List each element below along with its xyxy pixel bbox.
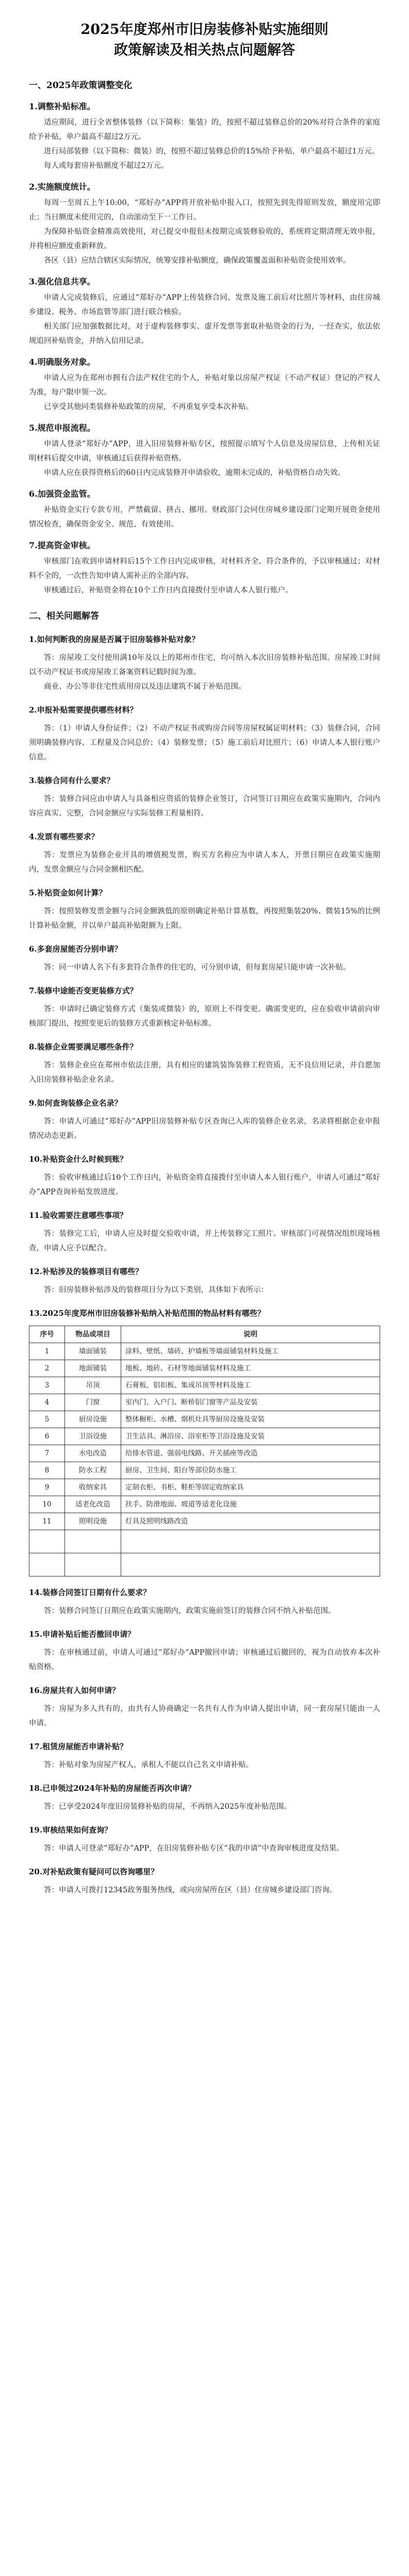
table-row <box>29 1530 380 1553</box>
table-header-cell: 序号 <box>29 1326 65 1343</box>
question-heading: 20.对补贴政策有疑问可以咨询哪里？ <box>29 1867 159 1876</box>
document-title <box>29 20 380 61</box>
paragraph: 各区（县）应结合辖区实际情况，统筹安排补贴额度，确保政策覆盖面和补贴资金使用效率。 <box>44 257 351 265</box>
question-heading: 19.审核结果如何查询？ <box>29 1825 112 1835</box>
row-number: 1 <box>29 1343 65 1360</box>
row-number: 8 <box>29 1462 65 1479</box>
row-item-name: 收纳家具 <box>65 1479 121 1496</box>
row-number: 5 <box>29 1411 65 1428</box>
row-description: 灯具及照明线路改造 <box>121 1513 380 1530</box>
answer-paragraph: 答：房屋竣工交付使用满10年及以上的郑州市住宅，均可纳入本次旧房装修补贴范围。房屋竣工时间以不动产权证书或房屋竣工备案资料记载时间为准。 <box>29 654 380 676</box>
question-heading: 18.已申领过2024年补贴的房屋能否再次申请？ <box>29 1784 195 1793</box>
answer-paragraph: 答：旧房装修补贴涉及的装修项目分为以下类别，具体如下表所示： <box>44 1286 268 1294</box>
answer-paragraph: 答：装修合同应由申请人与具备相应资质的装修企业签订，合同签订日期应在政策实施期内，合同内容应真实、完整，合同金额应与实际装修工程量相符。 <box>29 795 380 818</box>
answer-paragraph: 答：装修合同签订日期应在政策实施期内，政策实施前签订的装修合同不纳入补贴范围。 <box>44 1607 336 1615</box>
row-description <box>121 1530 380 1553</box>
table-row <box>29 1360 380 1377</box>
table-row <box>29 1479 380 1496</box>
row-description: 厨房、卫生间、阳台等部位防水施工 <box>121 1462 380 1479</box>
row-item-name: 墙面铺装 <box>65 1343 121 1360</box>
row-item-name: 地面铺装 <box>65 1360 121 1377</box>
row-item-name <box>65 1530 121 1553</box>
section-heading: 一、2025年政策调整变化 <box>29 80 133 91</box>
answer-paragraph: 答：已享受2024年度旧房装修补贴的房屋，不再纳入2025年度补贴范围。 <box>44 1803 291 1811</box>
paragraph: 相关部门应加强数据比对，对于虚构装修事实、虚开发票等套取补贴资金的行为，一经查实，依法依规追回补贴资金，并纳入信用记录。 <box>29 323 380 345</box>
row-number: 3 <box>29 1377 65 1394</box>
table-row <box>29 1513 380 1530</box>
row-description: 给排水管道、强弱电线路、开关插座等改造 <box>121 1445 380 1462</box>
title-line-1: 2025年度郑州市旧房装修补贴实施细则 <box>80 22 329 38</box>
question-heading: 9.如何查询装修企业名录？ <box>29 1098 122 1108</box>
row-description: 石膏板、铝扣板、集成吊顶等材料及施工 <box>121 1377 380 1394</box>
answer-paragraph: 答：发票应为装修企业开具的增值税发票，购买方名称应为申请人本人，开票日期应在政策实施期内，发票金额应与合同金额相匹配。 <box>29 851 380 874</box>
row-description: 定制衣柜、书柜、鞋柜等固定收纳家具 <box>121 1479 380 1496</box>
row-number: 7 <box>29 1445 65 1462</box>
table-body <box>29 1343 380 1577</box>
answer-paragraph: 答：按照装修发票金额与合同金额孰低的原则确定补贴计算基数，再按照集装20%、微装15%的比例计算补贴金额，并以单户最高补贴限额为上限。 <box>29 907 380 930</box>
row-description: 卫生洁具、淋浴房、浴室柜等卫浴设施及安装 <box>121 1428 380 1445</box>
paragraph: 进行局部装修（以下简称：微装）的，按照不超过装修总价的15%给予补贴，单户最高不超过1万元。 <box>44 147 380 156</box>
paragraph: 每人或每套房补贴额度不超过2万元。 <box>44 162 169 170</box>
sub-heading: 1.调整补贴标准。 <box>29 101 95 111</box>
row-number <box>29 1530 65 1553</box>
sub-heading: 4.明确服务对象。 <box>29 357 95 367</box>
paragraph: 申请人应为在郑州市拥有合法产权住宅的个人，补贴对象以房屋产权证（不动产权证）登记的产权人为准，每户限申领一次。 <box>29 374 380 397</box>
answer-paragraph: 答：房屋为多人共有的，由共有人协商确定一名共有人作为申请人提出申请，同一套房屋只能由一人申请。 <box>29 1705 380 1727</box>
question-heading: 3.装修合同有什么要求？ <box>29 776 114 785</box>
table-row <box>29 1462 380 1479</box>
row-description: 涂料、壁纸、墙砖、护墙板等墙面铺装材料及施工 <box>121 1343 380 1360</box>
row-item-name: 适老化改造 <box>65 1496 121 1513</box>
question-heading: 8.装修企业需要满足哪些条件？ <box>29 1042 138 1052</box>
answer-paragraph: 答：同一申请人名下有多套符合条件的住宅的，可分别申请，但每套房屋只能申请一次补贴。 <box>44 963 351 972</box>
question-heading: 12.补贴涉及的装修项目有哪些？ <box>29 1267 143 1276</box>
row-number: 2 <box>29 1360 65 1377</box>
row-number: 11 <box>29 1513 65 1530</box>
row-item-name: 吊顶 <box>65 1377 121 1394</box>
table-row <box>29 1496 380 1513</box>
table-header-cell: 物品或项目 <box>65 1326 121 1343</box>
answer-paragraph: 答：申请人可登录“郑好办”APP，在旧房装修补贴专区“我的申请”中查询审核进度及结果。 <box>44 1844 344 1853</box>
question-heading: 4.发票有哪些要求？ <box>29 832 99 841</box>
row-item-name: 水电改造 <box>65 1445 121 1462</box>
table-header-row <box>29 1326 380 1343</box>
paragraph: 申请人完成装修后，应通过“郑好办”APP上传装修合同、发票及施工前后对比照片等材料，由住房城乡建设、税务、市场监管等部门进行联合核验。 <box>29 294 380 316</box>
answer-paragraph: 答：在审核通过前，申请人可通过“郑好办”APP撤回申请；审核通过后撤回的，视为自动放弃本次补贴资格。 <box>29 1649 380 1671</box>
question-heading: 13.2025年度郑州市旧房装修补贴纳入补贴范围的物品材料有哪些？ <box>29 1309 265 1318</box>
sub-heading: 3.强化信息共享。 <box>29 277 95 286</box>
sub-heading: 2.实施额度统计。 <box>29 182 95 192</box>
question-heading: 6.多套房屋能否分别申请？ <box>29 944 122 954</box>
title-line-2: 政策解读及相关热点问题解答 <box>114 42 295 58</box>
row-item-name: 卫浴设施 <box>65 1428 121 1445</box>
question-heading: 1.如何判断我的房屋是否属于旧房装修补贴对象？ <box>29 635 200 644</box>
paragraph: 适应期间，进行全省整体装修（以下简称：集装）的，按照不超过装修总价的20%对符合条件的家庭给予补贴，单户最高不超过2万元。 <box>29 118 380 141</box>
row-item-name: 防水工程 <box>65 1462 121 1479</box>
sub-heading: 7.提高资金审核。 <box>29 540 95 550</box>
table-row <box>29 1343 380 1360</box>
answer-paragraph: 答：申请人可通过“郑好办”APP旧房装修补贴专区查询已入库的装修企业名录，名录将根据企业申报情况动态更新。 <box>29 1117 380 1140</box>
category-table <box>29 1326 380 1577</box>
row-number: 10 <box>29 1496 65 1513</box>
answer-paragraph: 答：申请时已确定装修方式（集装或微装）的，原则上不得变更。确需变更的，应在验收申请前向审核部门提出，按照变更后的装修方式重新核定补贴标准。 <box>29 1005 380 1028</box>
paragraph: 每周一至周五上午10:00，“郑好办”APP将开放补贴申报入口，按照先到先得原则发放，额度用完即止；当日额度未使用完的，自动滚动至下一工作日。 <box>29 199 380 222</box>
row-number <box>29 1553 65 1577</box>
row-description: 地板、地砖、石材等地面铺装材料及施工 <box>121 1360 380 1377</box>
question-heading: 15.申请补贴后能否撤回申请？ <box>29 1630 136 1639</box>
row-description: 整体橱柜、水槽、烟机灶具等厨房设施及安装 <box>121 1411 380 1428</box>
row-item-name: 门窗 <box>65 1394 121 1411</box>
answer-paragraph: 答：（1）申请人身份证件；（2）不动产权证书或购房合同等房屋权属证明材料；（3）装修合同，合同须明确装修内容、工程量及合同总价；（4）装修发票；（5）施工前后对比照片；（6）申请人本人银行账户信息。 <box>29 724 380 761</box>
row-number: 9 <box>29 1479 65 1496</box>
question-heading: 16.房屋共有人如何申请？ <box>29 1686 120 1695</box>
question-heading: 17.租赁房屋能否申请补贴？ <box>29 1742 128 1751</box>
table-row <box>29 1394 380 1411</box>
question-heading: 11.验收需要注意哪些事项？ <box>29 1211 128 1220</box>
row-description: 室内门、入户门、断桥铝门窗等产品及安装 <box>121 1394 380 1411</box>
table-head <box>29 1326 380 1343</box>
question-heading: 10.补贴资金什么时候到账？ <box>29 1155 128 1164</box>
table-header-cell: 说明 <box>121 1326 380 1343</box>
row-description: 扶手、防滑地面、坡道等适老化设施 <box>121 1496 380 1513</box>
question-heading: 7.装修中途能否变更装修方式？ <box>29 986 138 995</box>
table-row <box>29 1428 380 1445</box>
table-row <box>29 1377 380 1394</box>
answer-paragraph: 答：验收审核通过后10个工作日内，补贴资金将直接拨付至申请人本人银行账户，申请人可通过“郑好办”APP查询补贴发放进度。 <box>29 1174 380 1196</box>
row-item-name <box>65 1553 121 1577</box>
section-heading: 二、相关问题解答 <box>29 611 99 621</box>
paragraph: 为保障补贴资金精准高效使用，对已提交申报但未按期完成装修验收的，系统将定期清理无效申报，并将相应额度重新释放。 <box>29 228 380 250</box>
paragraph: 审核部门在收到申请材料后15个工作日内完成审核，对材料齐全、符合条件的，予以审核通过；对材料不全的，一次性告知申请人需补正的全部内容。 <box>29 557 380 580</box>
table-row <box>29 1411 380 1428</box>
row-description <box>121 1553 380 1577</box>
document-body <box>29 78 380 1897</box>
table-row <box>29 1553 380 1577</box>
answer-paragraph: 答：补贴对象为房屋产权人，承租人不能以自己名义申请补贴。 <box>44 1761 253 1769</box>
answer-paragraph: 商业、办公等非住宅性质用房以及违法建筑不属于补贴范围。 <box>44 683 246 691</box>
row-item-name: 照明设施 <box>65 1513 121 1530</box>
paragraph: 审核通过后，补贴资金将在10个工作日内直接拨付至申请人本人银行账户。 <box>44 586 293 595</box>
paragraph: 申请人登录“郑好办”APP，进入旧房装修补贴专区，按照提示填写个人信息及房屋信息，上传相关证明材料后提交申请，审核通过后获得补贴资格。 <box>29 440 380 463</box>
question-heading: 2.申报补贴需要提供哪些材料？ <box>29 705 138 715</box>
sub-heading: 5.规范申报流程。 <box>29 423 95 433</box>
question-heading: 5.补贴资金如何计算？ <box>29 888 107 897</box>
paragraph: 补贴资金实行专款专用，严禁截留、挤占、挪用。财政部门会同住房城乡建设部门定期开展资金使用情况检查，确保资金安全、规范、有效使用。 <box>29 506 380 529</box>
paragraph: 申请人应在获得资格后的60日内完成装修并申请验收，逾期未完成的，补贴资格自动失效。 <box>44 469 345 477</box>
answer-paragraph: 答：装修企业应在郑州市依法注册，具有相应的建筑装饰装修工程资质，无不良信用记录，并自愿加入旧房装修补贴企业名录。 <box>29 1061 380 1084</box>
answer-paragraph: 答：申请人可拨打12345政务服务热线，或向房屋所在区（县）住房城乡建设部门咨询。 <box>44 1886 337 1894</box>
question-heading: 14.装修合同签订日期有什么要求？ <box>29 1588 151 1597</box>
row-number: 4 <box>29 1394 65 1411</box>
sub-heading: 6.加强资金监管。 <box>29 489 95 499</box>
table-row <box>29 1445 380 1462</box>
paragraph: 已享受其他同类装修补贴政策的房屋，不再重复享受本次补贴。 <box>44 403 253 411</box>
row-number: 6 <box>29 1428 65 1445</box>
row-item-name: 厨房设施 <box>65 1411 121 1428</box>
answer-paragraph: 答：装修完工后，申请人应及时提交验收申请，并上传装修完工照片。审核部门可视情况组织现场核查，申请人应予以配合。 <box>29 1230 380 1252</box>
